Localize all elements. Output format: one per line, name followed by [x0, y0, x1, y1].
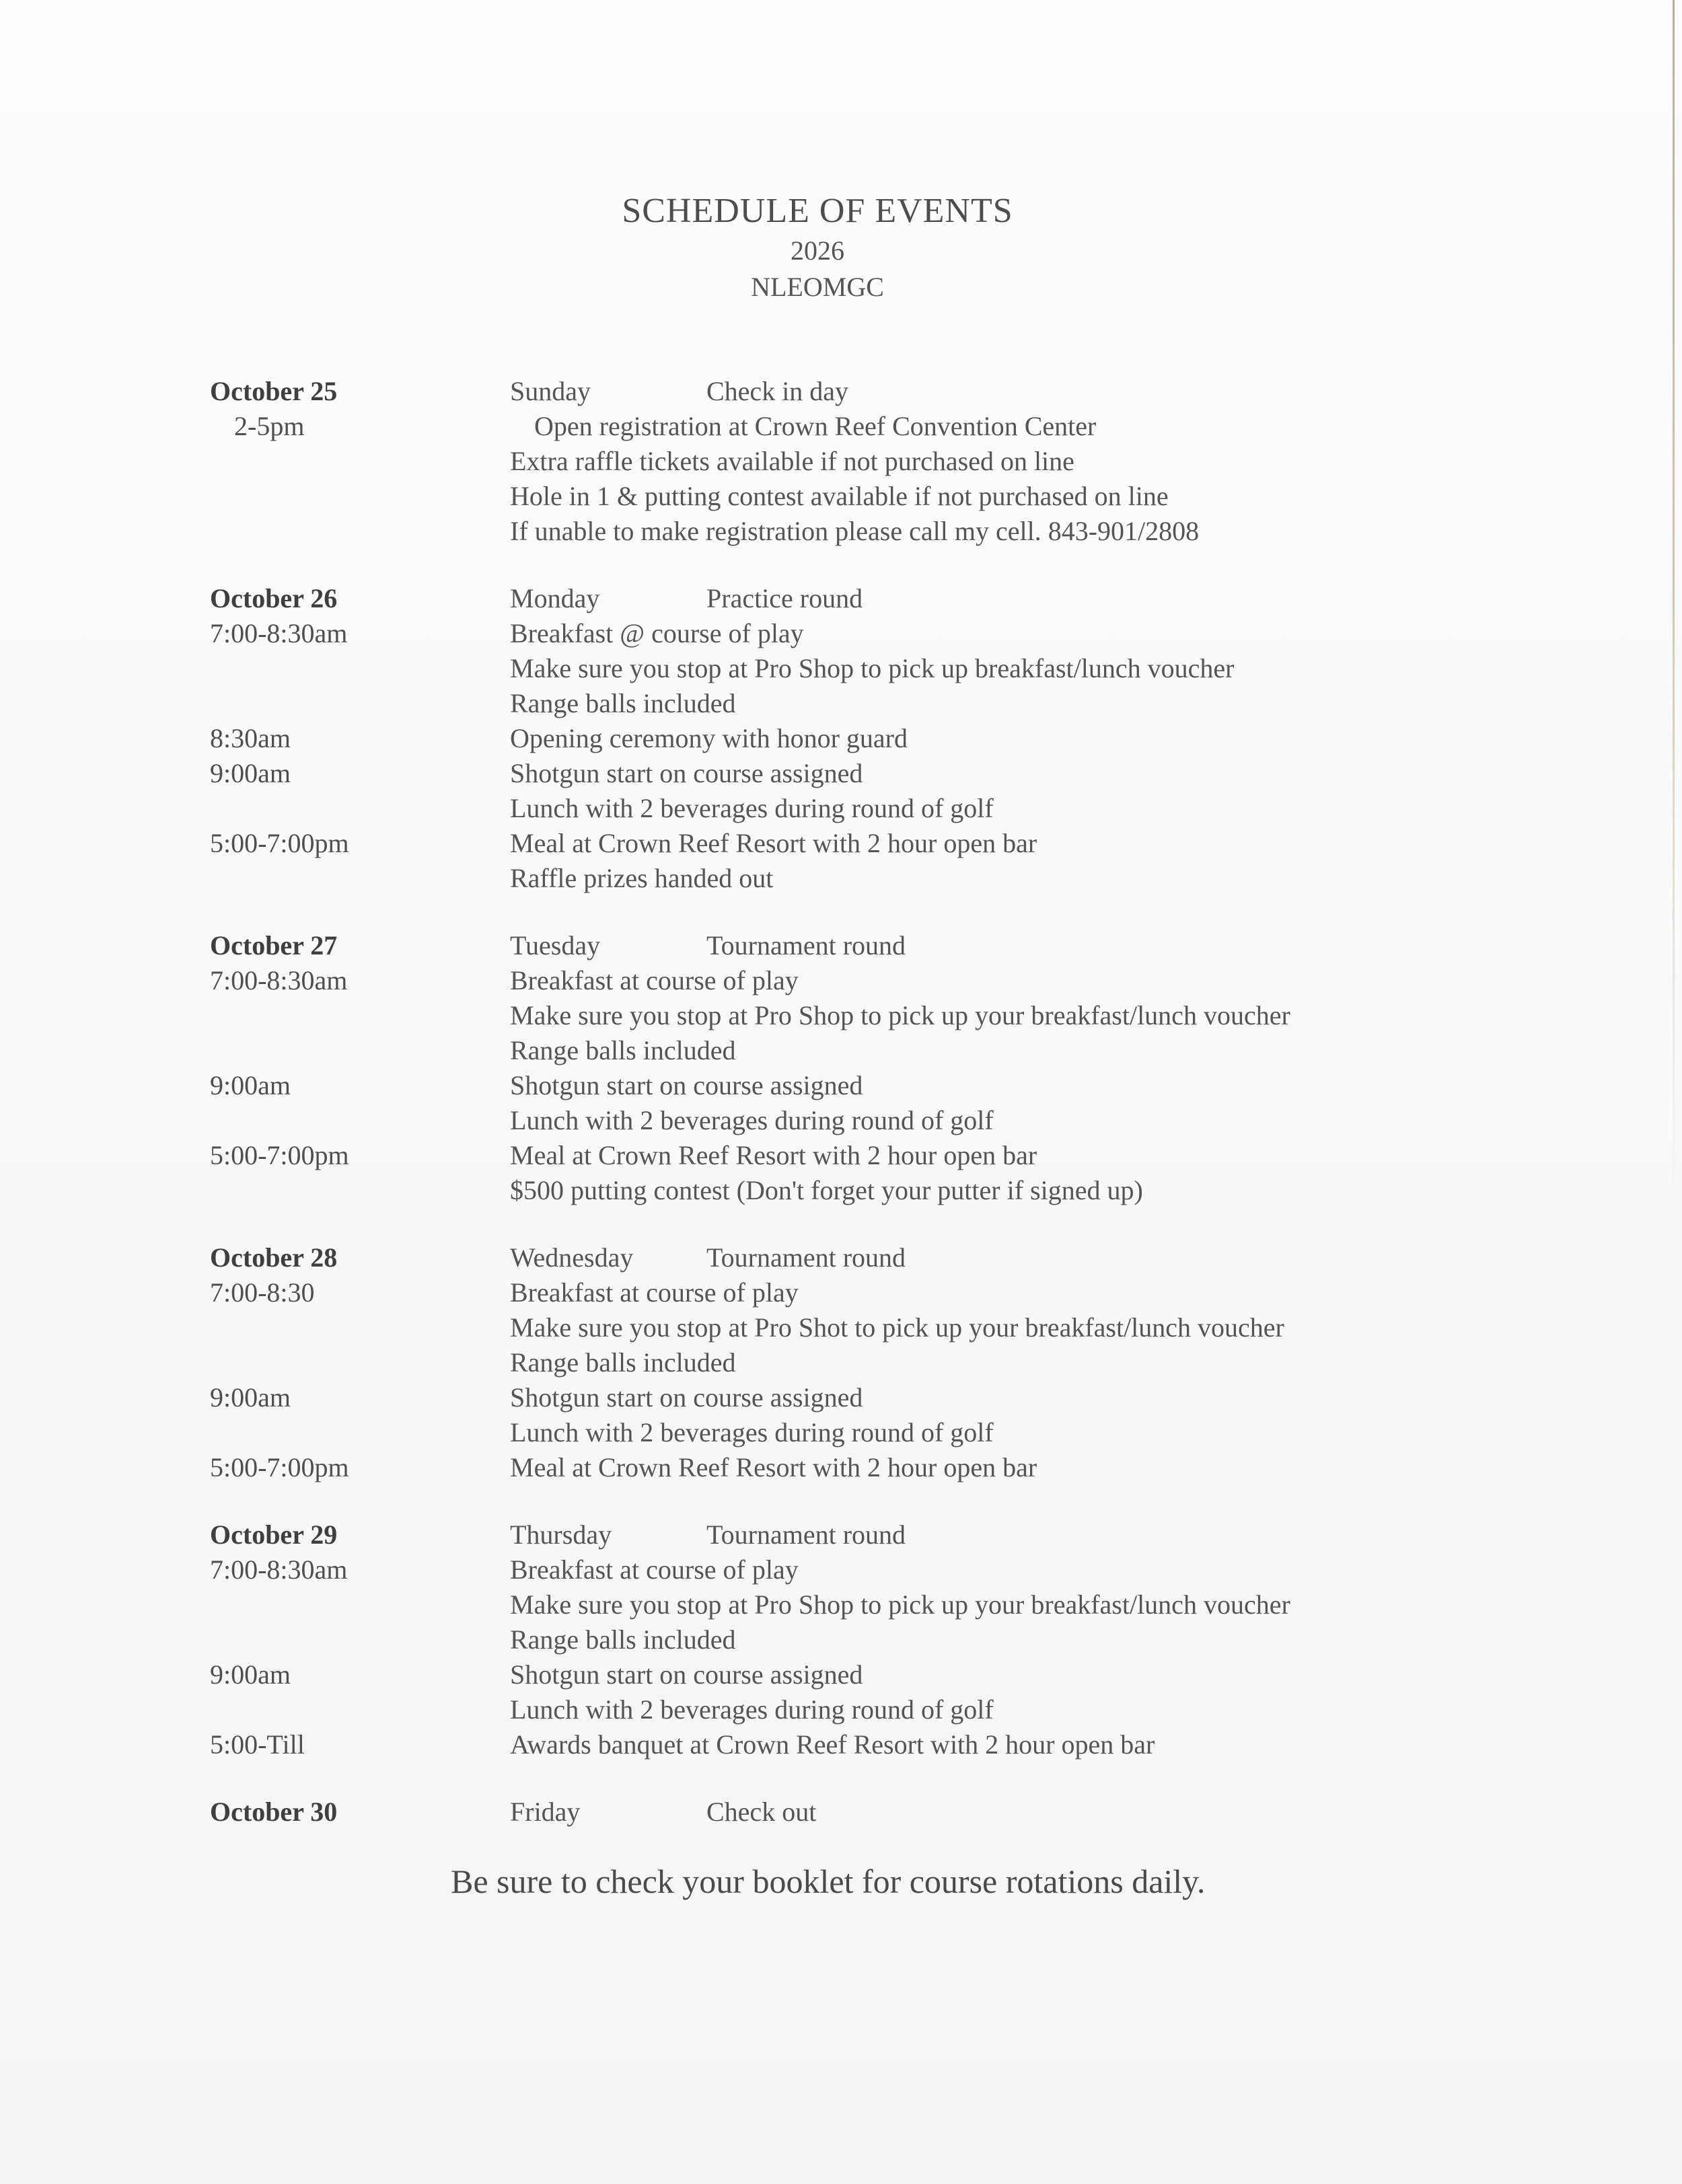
- day-name: Tuesday: [510, 930, 601, 961]
- entry-text: Shotgun start on course assigned: [510, 758, 863, 788]
- entry-text: Opening ceremony with honor guard: [510, 723, 908, 753]
- entry-text: Breakfast at course of play: [510, 1554, 799, 1585]
- entry-text: Shotgun start on course assigned: [510, 1659, 863, 1690]
- entry-time: 7:00-8:30am: [210, 965, 348, 995]
- entry-text: $500 putting contest (Don't forget your putter if signed up): [510, 1175, 1143, 1205]
- day-name: Thursday: [510, 1519, 612, 1550]
- day-header-row: [210, 1517, 1488, 1552]
- schedule-entry: [210, 1345, 1488, 1380]
- entry-time: 7:00-8:30: [210, 1277, 315, 1308]
- day-name: Sunday: [510, 376, 591, 406]
- entry-text: Shotgun start on course assigned: [510, 1070, 863, 1100]
- day-type: Tournament round: [706, 1519, 906, 1550]
- day-type: Check out: [706, 1797, 817, 1827]
- entry-text: Raffle prizes handed out: [510, 863, 774, 893]
- entry-text: Range balls included: [510, 688, 736, 718]
- schedule-entry: [210, 1310, 1488, 1345]
- entry-time: [210, 1415, 510, 1450]
- schedule-entry: [210, 1138, 1488, 1173]
- schedule-entry: [210, 721, 1488, 756]
- schedule-entry: [210, 791, 1488, 826]
- entry-text: Range balls included: [510, 1035, 736, 1065]
- entry-text: Lunch with 2 beverages during round of golf: [510, 1417, 994, 1447]
- entry-text: Make sure you stop at Pro Shot to pick up your breakfast/lunch voucher: [510, 1312, 1284, 1343]
- entry-time: [210, 444, 510, 479]
- entry-text: Lunch with 2 beverages during round of golf: [510, 1694, 994, 1725]
- schedule-list: [210, 374, 1488, 1862]
- footer-note: Be sure to check your booklet for course rotations daily.: [451, 1862, 1206, 1900]
- entry-time: 5:00-7:00pm: [210, 828, 349, 858]
- entry-time: 2-5pm: [234, 411, 305, 441]
- entry-time: [210, 651, 510, 686]
- schedule-entry: [210, 409, 1488, 444]
- schedule-entry: [210, 616, 1488, 651]
- entry-time: 5:00-7:00pm: [210, 1140, 349, 1170]
- schedule-entry: [210, 963, 1488, 998]
- day-name: Monday: [510, 583, 600, 613]
- entry-time: [210, 861, 510, 896]
- day-header-text: [510, 1517, 1488, 1552]
- entry-text: Open registration at Crown Reef Convention Center: [534, 411, 1097, 441]
- schedule-day: [210, 928, 1488, 1208]
- schedule-entry: [210, 1068, 1488, 1103]
- day-name: Friday: [510, 1797, 581, 1827]
- schedule-entry: [210, 1692, 1488, 1727]
- organization-name: NLEOMGC: [751, 272, 884, 302]
- document-header: [538, 190, 1097, 305]
- entry-text: Breakfast at course of play: [510, 965, 799, 995]
- day-header-row: [210, 374, 1488, 409]
- day-date: October 30: [210, 1797, 338, 1827]
- schedule-entry: [210, 1622, 1488, 1657]
- entry-text: Hole in 1 & putting contest available if not purchased on line: [510, 481, 1169, 511]
- entry-text: Breakfast @ course of play: [510, 618, 804, 648]
- entry-text: Lunch with 2 beverages during round of golf: [510, 1105, 994, 1135]
- schedule-entry: [210, 479, 1488, 514]
- entry-time: [210, 686, 510, 721]
- day-header-row: [210, 1795, 1488, 1830]
- entry-time: [210, 1103, 510, 1138]
- page-title: SCHEDULE OF EVENTS: [622, 192, 1013, 230]
- schedule-entry: [210, 1033, 1488, 1068]
- schedule-entry: [210, 686, 1488, 721]
- schedule-day: [210, 1517, 1488, 1762]
- day-name: Wednesday: [510, 1242, 634, 1273]
- schedule-entry: [210, 1380, 1488, 1415]
- schedule-entry: [210, 1415, 1488, 1450]
- day-header-row: [210, 581, 1488, 616]
- schedule-entry: [210, 651, 1488, 686]
- schedule-entry: [210, 1727, 1488, 1762]
- entry-time: 9:00am: [210, 1382, 291, 1413]
- paper-edge: [1673, 0, 1675, 1211]
- entry-text: Extra raffle tickets available if not purchased on line: [510, 446, 1074, 476]
- schedule-day: [210, 581, 1488, 896]
- entry-text: Make sure you stop at Pro Shop to pick up your breakfast/lunch voucher: [510, 1000, 1290, 1030]
- entry-time: 5:00-Till: [210, 1729, 305, 1760]
- entry-time: [210, 791, 510, 826]
- schedule-day: [210, 1795, 1488, 1830]
- schedule-entry: [210, 756, 1488, 791]
- schedule-entry: [210, 826, 1488, 861]
- schedule-entry: [210, 1275, 1488, 1310]
- entry-text: Meal at Crown Reef Resort with 2 hour open bar: [510, 828, 1037, 858]
- schedule-entry: [210, 1552, 1488, 1587]
- entry-time: 7:00-8:30am: [210, 1554, 348, 1585]
- entry-time: 9:00am: [210, 1070, 291, 1100]
- day-header-text: [510, 1240, 1488, 1275]
- day-header-text: [510, 928, 1488, 963]
- entry-text: Range balls included: [510, 1347, 736, 1378]
- entry-time: 5:00-7:00pm: [210, 1452, 349, 1482]
- entry-text: Meal at Crown Reef Resort with 2 hour open bar: [510, 1452, 1037, 1482]
- day-date: October 28: [210, 1242, 338, 1273]
- schedule-day: [210, 374, 1488, 549]
- event-year: 2026: [791, 235, 844, 266]
- entry-text: If unable to make registration please call my cell. 843-901/2808: [510, 516, 1200, 546]
- day-header-row: [210, 928, 1488, 963]
- schedule-entry: [210, 1657, 1488, 1692]
- day-header-text: [510, 1795, 1488, 1830]
- schedule-entry: [210, 444, 1488, 479]
- entry-time: [210, 1345, 510, 1380]
- day-header-text: [510, 581, 1488, 616]
- entry-time: 8:30am: [210, 723, 291, 753]
- entry-time: [210, 479, 510, 514]
- schedule-entry: [210, 1587, 1488, 1622]
- schedule-entry: [210, 514, 1488, 549]
- entry-text: Shotgun start on course assigned: [510, 1382, 863, 1413]
- day-date: October 27: [210, 930, 338, 961]
- day-date: October 26: [210, 583, 338, 613]
- day-type: Check in day: [706, 376, 849, 406]
- schedule-entry: [210, 1103, 1488, 1138]
- day-date: October 25: [210, 376, 338, 406]
- entry-text: Meal at Crown Reef Resort with 2 hour open bar: [510, 1140, 1037, 1170]
- schedule-day: [210, 1240, 1488, 1485]
- entry-time: [210, 1622, 510, 1657]
- entry-time: [210, 1173, 510, 1208]
- entry-text: Range balls included: [510, 1624, 736, 1655]
- day-header-text: [510, 374, 1488, 409]
- entry-time: 7:00-8:30am: [210, 618, 348, 648]
- entry-text: Breakfast at course of play: [510, 1277, 799, 1308]
- day-type: Tournament round: [706, 930, 906, 961]
- entry-time: 9:00am: [210, 1659, 291, 1690]
- entry-text: Awards banquet at Crown Reef Resort with 2 hour open bar: [510, 1729, 1155, 1760]
- day-date: October 29: [210, 1519, 338, 1550]
- entry-time: 9:00am: [210, 758, 291, 788]
- entry-time: [210, 1033, 510, 1068]
- entry-time: [210, 1310, 510, 1345]
- day-type: Practice round: [706, 583, 863, 613]
- schedule-entry: [210, 998, 1488, 1033]
- day-type: Tournament round: [706, 1242, 906, 1273]
- entry-time: [210, 1692, 510, 1727]
- schedule-entry: [210, 861, 1488, 896]
- entry-time: [210, 998, 510, 1033]
- schedule-entry: [210, 1450, 1488, 1485]
- day-header-row: [210, 1240, 1488, 1275]
- entry-text: Make sure you stop at Pro Shop to pick up your breakfast/lunch voucher: [510, 1589, 1290, 1620]
- entry-text: Make sure you stop at Pro Shop to pick up breakfast/lunch voucher: [510, 653, 1235, 683]
- schedule-entry: [210, 1173, 1488, 1208]
- entry-text: Lunch with 2 beverages during round of golf: [510, 793, 994, 823]
- entry-time: [210, 1587, 510, 1622]
- entry-time: [210, 514, 510, 549]
